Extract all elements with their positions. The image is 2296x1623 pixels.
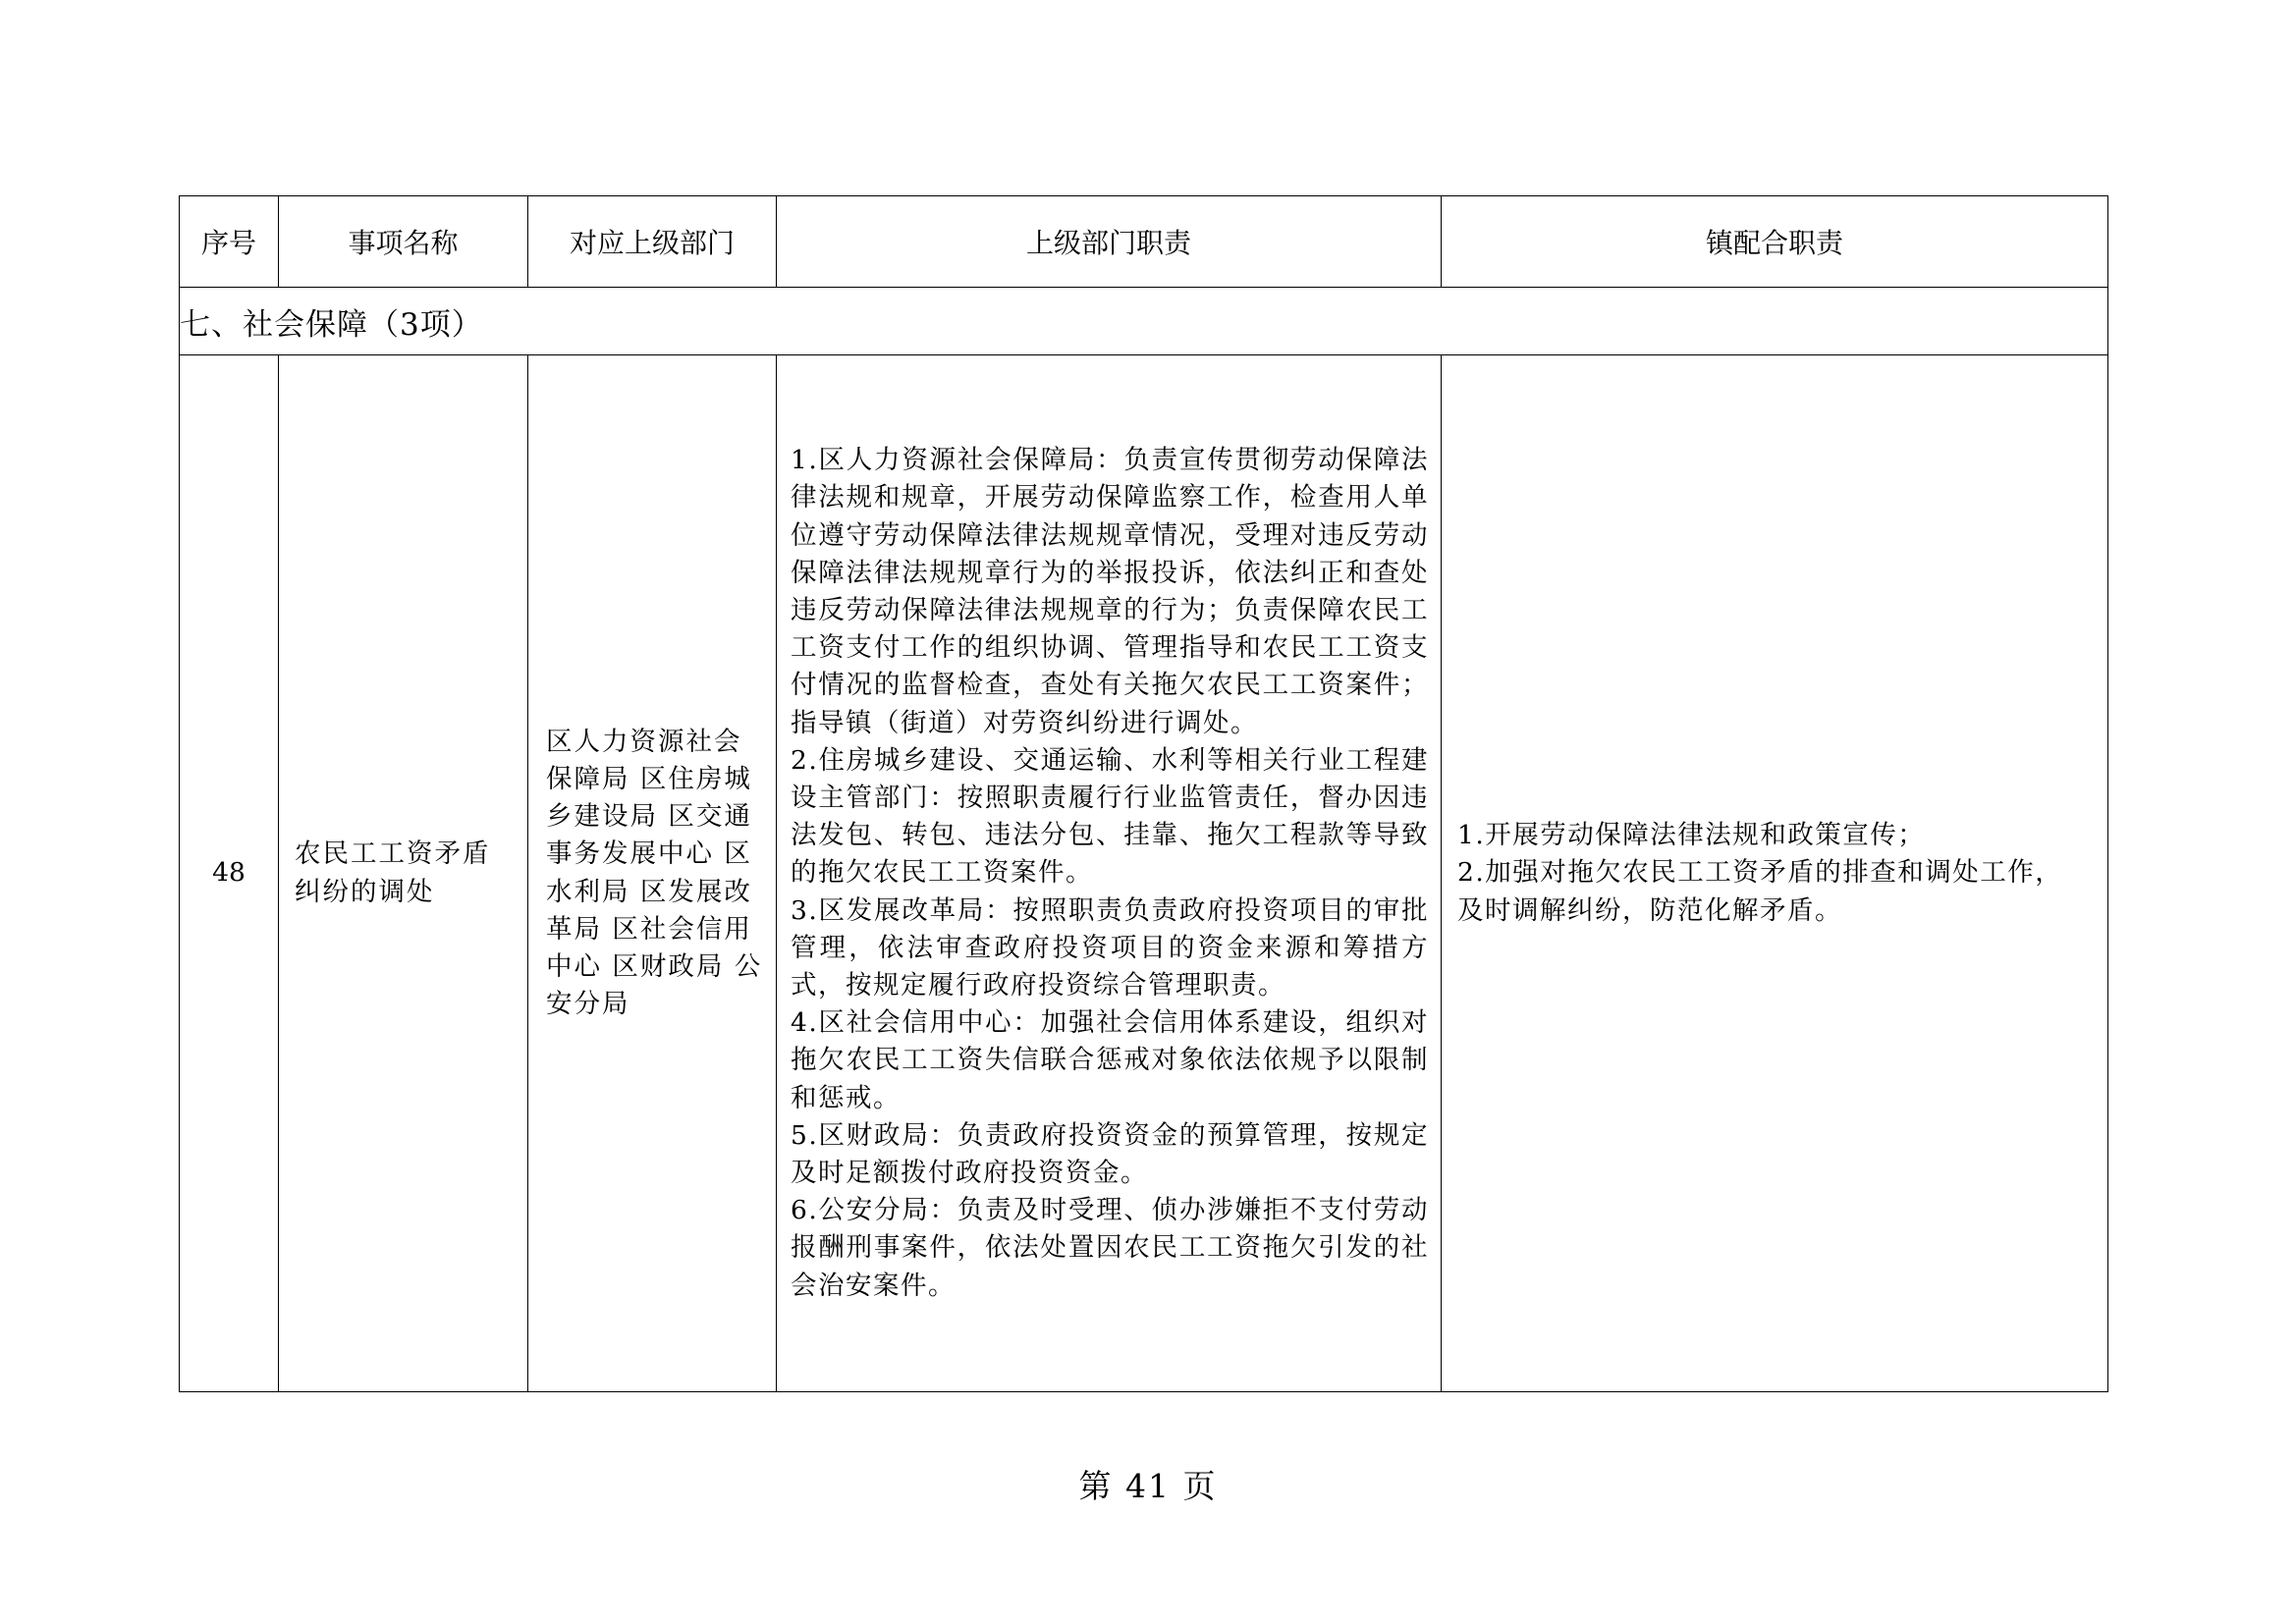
superior-duty-item: 3.区发展改革局：按照职责负责政府投资项目的审批管理，依法审查政府投资项目的资金来源和筹措方式，按规定履行政府投资综合管理职责。 [791,894,1429,1001]
town-duty-item: 2.加强对拖欠农民工工资矛盾的排查和调处工作，及时调解纠纷，防范化解矛盾。 [1457,857,2063,926]
row-superior-duties [777,355,1442,1392]
section-row [180,288,2108,355]
superior-duty-item: 4.区社会信用中心：加强社会信用体系建设，组织对拖欠农民工工资失信联合惩戒对象依法依规予以限制和惩戒。 [791,1007,1429,1113]
row-seq: 48 [180,355,279,1392]
responsibility-table [179,195,2108,1392]
superior-duty-item: 6.公安分局：负责及时受理、侦办涉嫌拒不支付劳动报酬刑事案件，依法处置因农民工工资拖欠引发的社会治安案件。 [791,1195,1429,1301]
header-seq: 序号 [180,196,279,288]
header-superior-dept: 对应上级部门 [528,196,777,288]
header-item-name: 事项名称 [279,196,528,288]
table-row [180,355,2108,1392]
superior-duty-item: 1.区人力资源社会保障局：负责宣传贯彻劳动保障法律法规和规章，开展劳动保障监察工作，检查用人单位遵守劳动保障法律法规规章情况，受理对违反劳动保障法律法规规章行为的举报投诉，依法纠正和查处违反劳动保障法律法规规章的行为；负责保障农民工工资支付工作的组织协调、管理指导和农民工工资支付情况的监督检查，查处有关拖欠农民工工资案件；指导镇（街道）对劳资纠纷进行调处。 [791,445,1429,738]
page-number: 第 41 页 [1078,1467,1218,1505]
superior-duty-item: 5.区财政局：负责政府投资资金的预算管理，按规定及时足额拨付政府投资资金。 [791,1119,1429,1189]
row-item-name: 农民工工资矛盾纠纷的调处 [279,355,528,1392]
table-header-row [180,196,2108,288]
header-town-duties: 镇配合职责 [1442,196,2108,288]
row-town-duties [1442,355,2108,1392]
row-departments: 区人力资源社会保障局 区住房城乡建设局 区交通事务发展中心 区水利局 区发展改革局 区社会信用中心 区财政局 公安分局 [528,355,777,1392]
header-superior-duties: 上级部门职责 [777,196,1442,288]
town-duty-item: 1.开展劳动保障法律法规和政策宣传； [1457,820,1926,851]
section-title: 七、社会保障（3项） [180,288,2108,355]
superior-duty-item: 2.住房城乡建设、交通运输、水利等相关行业工程建设主管部门：按照职责履行行业监管责任，督办因违法发包、转包、违法分包、挂靠、拖欠工程款等导致的拖欠农民工工资案件。 [791,744,1429,889]
